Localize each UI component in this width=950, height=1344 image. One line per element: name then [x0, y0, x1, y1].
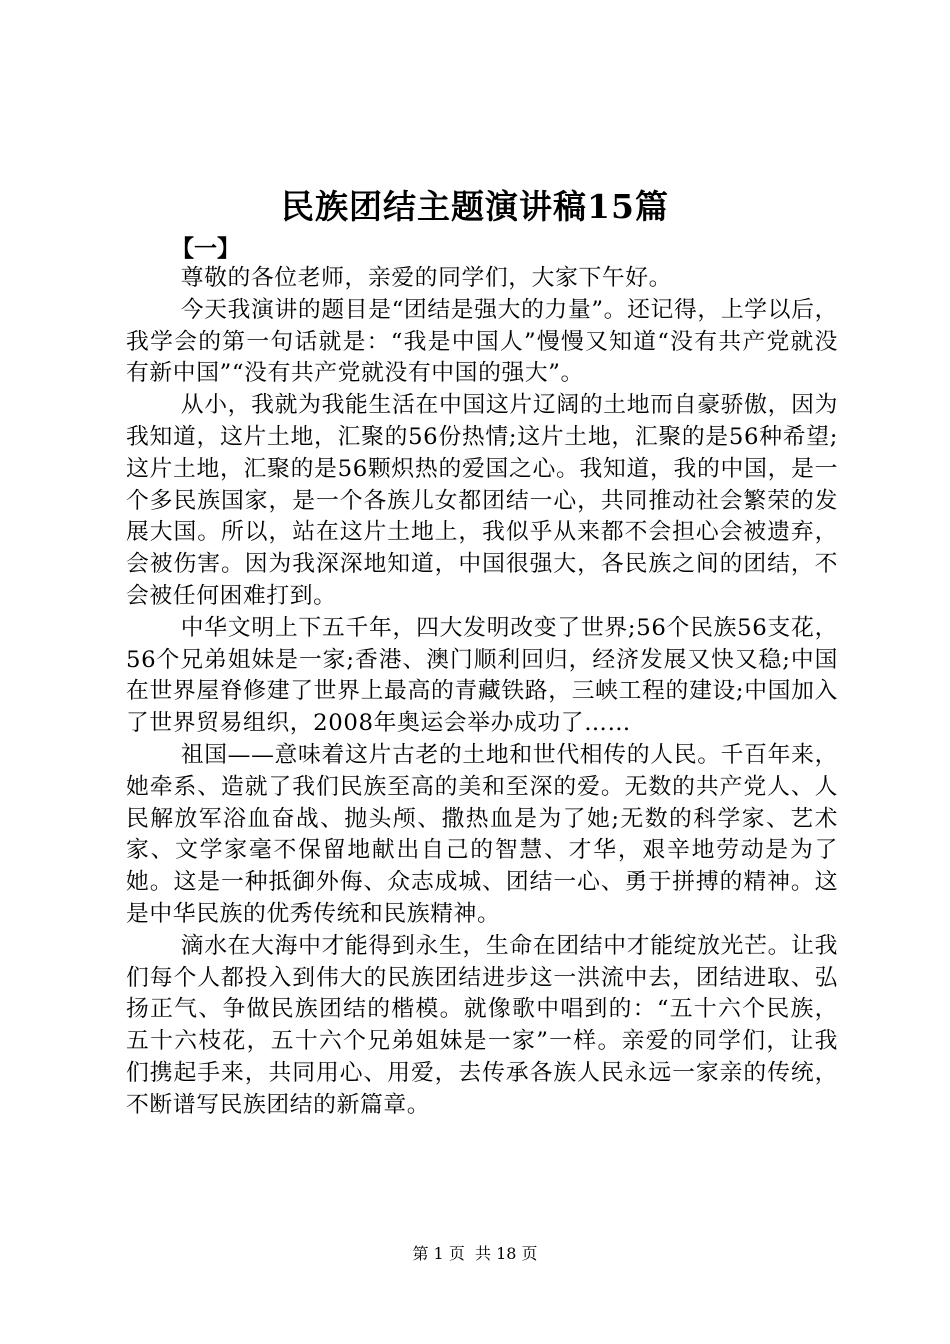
page-number-footer: 第 1 页 共 18 页: [412, 1244, 538, 1263]
document-body: [126, 263, 838, 1122]
paragraph-achievements: 中华文明上下五千年，四大发明改变了世界;56个民族56支花，56个兄弟姐妹是一家;香港、澳门顺利回归，经济发展又快又稳;中国在世界屋脊修建了世界上最高的青藏铁路，三峡工程的建设;中国加入了世界贸易组织，2008年奥运会举办成功了……: [126, 614, 838, 737]
document-title: 民族团结主题演讲稿15篇: [281, 187, 669, 226]
paragraph-motherland: 祖国——意味着这片古老的土地和世代相传的人民。千百年来，她牵系、造就了我们民族至高的美和至深的爱。无数的共产党人、人民解放军浴血奋战、抛头颅、撒热血是为了她;无数的科学家、艺术家、文学家毫不保留地献出自己的智慧、才华，艰辛地劳动是为了她。这是一种抵御外侮、众志成城、团结一心、勇于拼搏的精神。这是中华民族的优秀传统和民族精神。: [126, 741, 838, 927]
paragraph-homeland: 从小，我就为我能生活在中国这片辽阔的土地而自豪骄傲，因为我知道，这片土地，汇聚的56份热情;这片土地，汇聚的是56种希望;这片土地，汇聚的是56颗炽热的爱国之心。我知道，我的中国，是一个多民族国家，是一个各族儿女都团结一心，共同推动社会繁荣的发展大国。所以，站在这片土地上，我似乎从来都不会担心会被遗弃，会被伤害。因为我深深地知道，中国很强大，各民族之间的团结，不会被任何困难打到。: [126, 392, 838, 609]
paragraph-greeting: 尊敬的各位老师，亲爱的同学们，大家下午好。: [180, 265, 673, 291]
paragraph-topic: 今天我演讲的题目是“团结是强大的力量”。还记得，上学以后，我学会的第一句话就是：“我是中国人”慢慢又知道“没有共产党就没有新中国”“没有共产党就没有中国的强大”。: [126, 296, 838, 387]
section-marker: 【一】: [171, 235, 240, 262]
paragraph-conclusion: 滴水在大海中才能得到永生，生命在团结中才能绽放光芒。让我们每个人都投入到伟大的民族团结进步这一洪流中去，团结进取、弘扬正气、争做民族团结的楷模。就像歌中唱到的：“五十六个民族，五十六枝花，五十六个兄弟姐妹是一家”一样。亲爱的同学们，让我们携起手来，共同用心、用爱，去传承各族人民永远一家亲的传统，不断谱写民族团结的新篇章。: [126, 932, 838, 1118]
